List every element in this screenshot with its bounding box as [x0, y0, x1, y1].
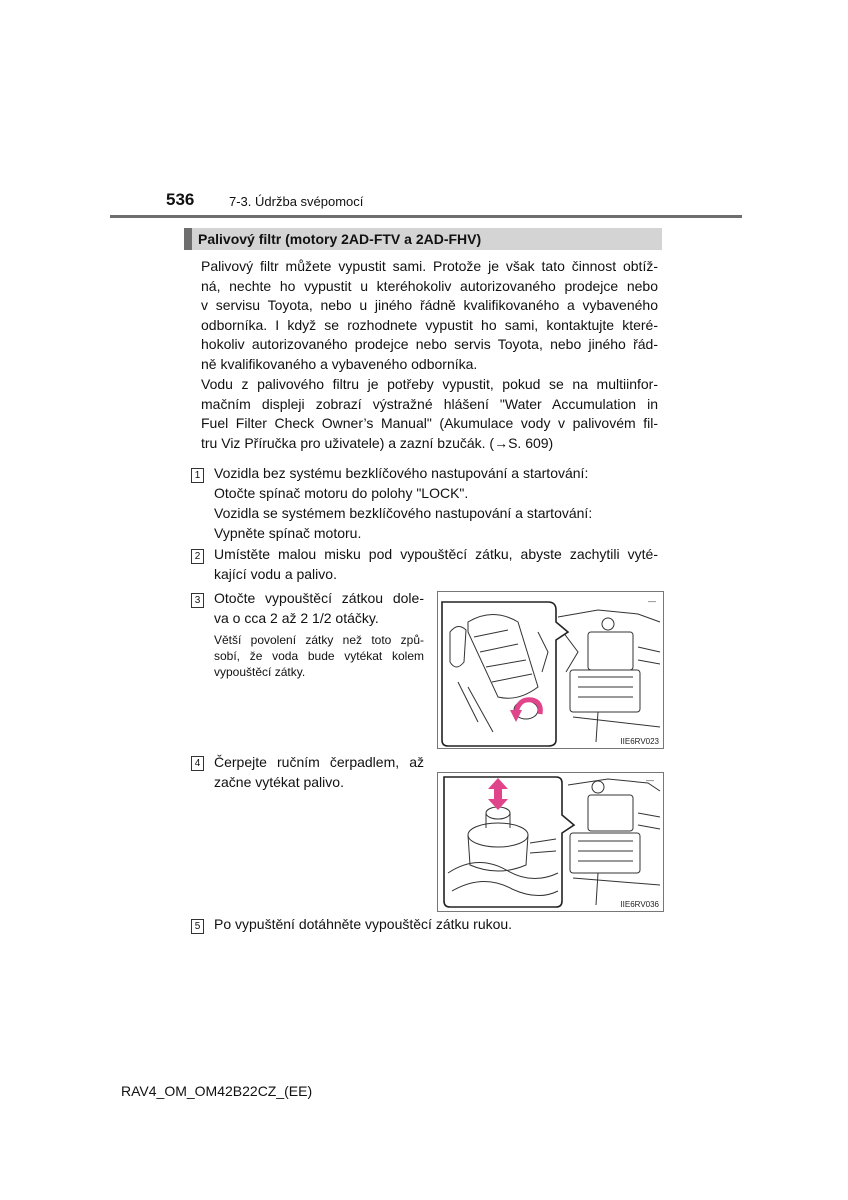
text-line: sobí, že voda bude vytékat kolem [214, 649, 424, 663]
text-line: tru Viz Příručka pro uživatele) a zazní bzučák. (→S. 609) [201, 434, 554, 451]
footer-code: RAV4_OM_OM42B22CZ_(EE) [121, 1083, 313, 1099]
page-header [0, 188, 848, 218]
figure-hand-pump [437, 772, 664, 912]
text-line: Palivový filtr můžete vypustit sami. Protože je však tato činnost obtíž- [201, 258, 658, 274]
text-line: začne vytékat palivo. [214, 774, 344, 790]
chapter-title: 7-3. Údržba svépomocí [229, 194, 364, 209]
step-1-text [214, 463, 592, 543]
text-line: Po vypuštění dotáhněte vypouštěcí zátku rukou. [214, 916, 513, 932]
text-line: vypouštěcí zátky. [214, 665, 306, 679]
text-line: Čerpejte ručním čerpadlem, až [214, 754, 424, 770]
text-line: Otočte spínač motoru do polohy "LOCK". [214, 485, 469, 501]
figure-drain-plug [437, 591, 664, 749]
page-number: 536 [166, 190, 195, 209]
engine-bay-drain-illustration [438, 592, 663, 748]
text-line: odborníka. I když se rozhodnete vypustit ho sami, kontaktujte které- [201, 316, 658, 333]
text-line: v servisu Toyota, nebo u jiného řádně kvalifikovaného a vybaveného [201, 297, 658, 314]
text-line: Fuel Filter Check Owner’s Manual" (Akumulace vody v palivovém fil- [201, 415, 658, 432]
text-line: ná, nechte ho vypustit u kteréhokoliv autorizovaného prodejce nebo [201, 277, 658, 294]
svg-text:—: — [648, 597, 656, 606]
step-number-1: 1 [191, 468, 204, 483]
section-heading [184, 228, 662, 250]
intro-paragraph-1 [201, 257, 658, 375]
text-line: Vozidla bez systému bezklíčového nastupování a startování: [214, 465, 589, 481]
step-3-text [214, 588, 424, 628]
text-line: kající vodu a palivo. [214, 566, 337, 582]
text-line: mačním displeji zobrazí výstražné hlášení "Water Accumulation in [201, 395, 658, 412]
step-number-3: 3 [191, 593, 204, 608]
text-line: ně kvalifikovaného a vybaveného odborníka. [201, 355, 478, 372]
text-line: hokoliv autorizovaného prodejce nebo servis Toyota, nebo jiného řád- [201, 336, 658, 353]
header-rule [110, 215, 742, 218]
engine-bay-pump-illustration [438, 773, 663, 911]
step-5-text [214, 914, 512, 934]
figure-code: IIE6RV036 [620, 900, 659, 909]
step-number-4: 4 [191, 756, 204, 771]
step-2-text [214, 544, 658, 584]
text-line: Vypněte spínač motoru. [214, 525, 362, 541]
step-4-text [214, 752, 424, 792]
text-line: Otočte vypouštěcí zátkou dole- [214, 590, 424, 606]
step-3-note [214, 632, 424, 680]
text-line: va o cca 2 až 2 1/2 otáčky. [214, 610, 379, 626]
text-line: Větší povolení zátky než toto způ- [214, 633, 424, 647]
step-number-5: 5 [191, 919, 204, 934]
text-line: Umístěte malou misku pod vypouštěcí zátku, abyste zachytili vyté- [214, 546, 658, 562]
section-title: Palivový filtr (motory 2AD-FTV a 2AD-FHV) [198, 231, 482, 247]
svg-text:—: — [646, 776, 654, 785]
intro-paragraph-2 [201, 375, 658, 453]
figure-code: IIE6RV023 [620, 737, 659, 746]
text-line: Vodu z palivového filtru je potřeby vypustit, pokud se na multiinfor- [201, 376, 658, 392]
text-line: Vozidla se systémem bezklíčového nastupování a startování: [214, 505, 593, 521]
step-number-2: 2 [191, 549, 204, 564]
